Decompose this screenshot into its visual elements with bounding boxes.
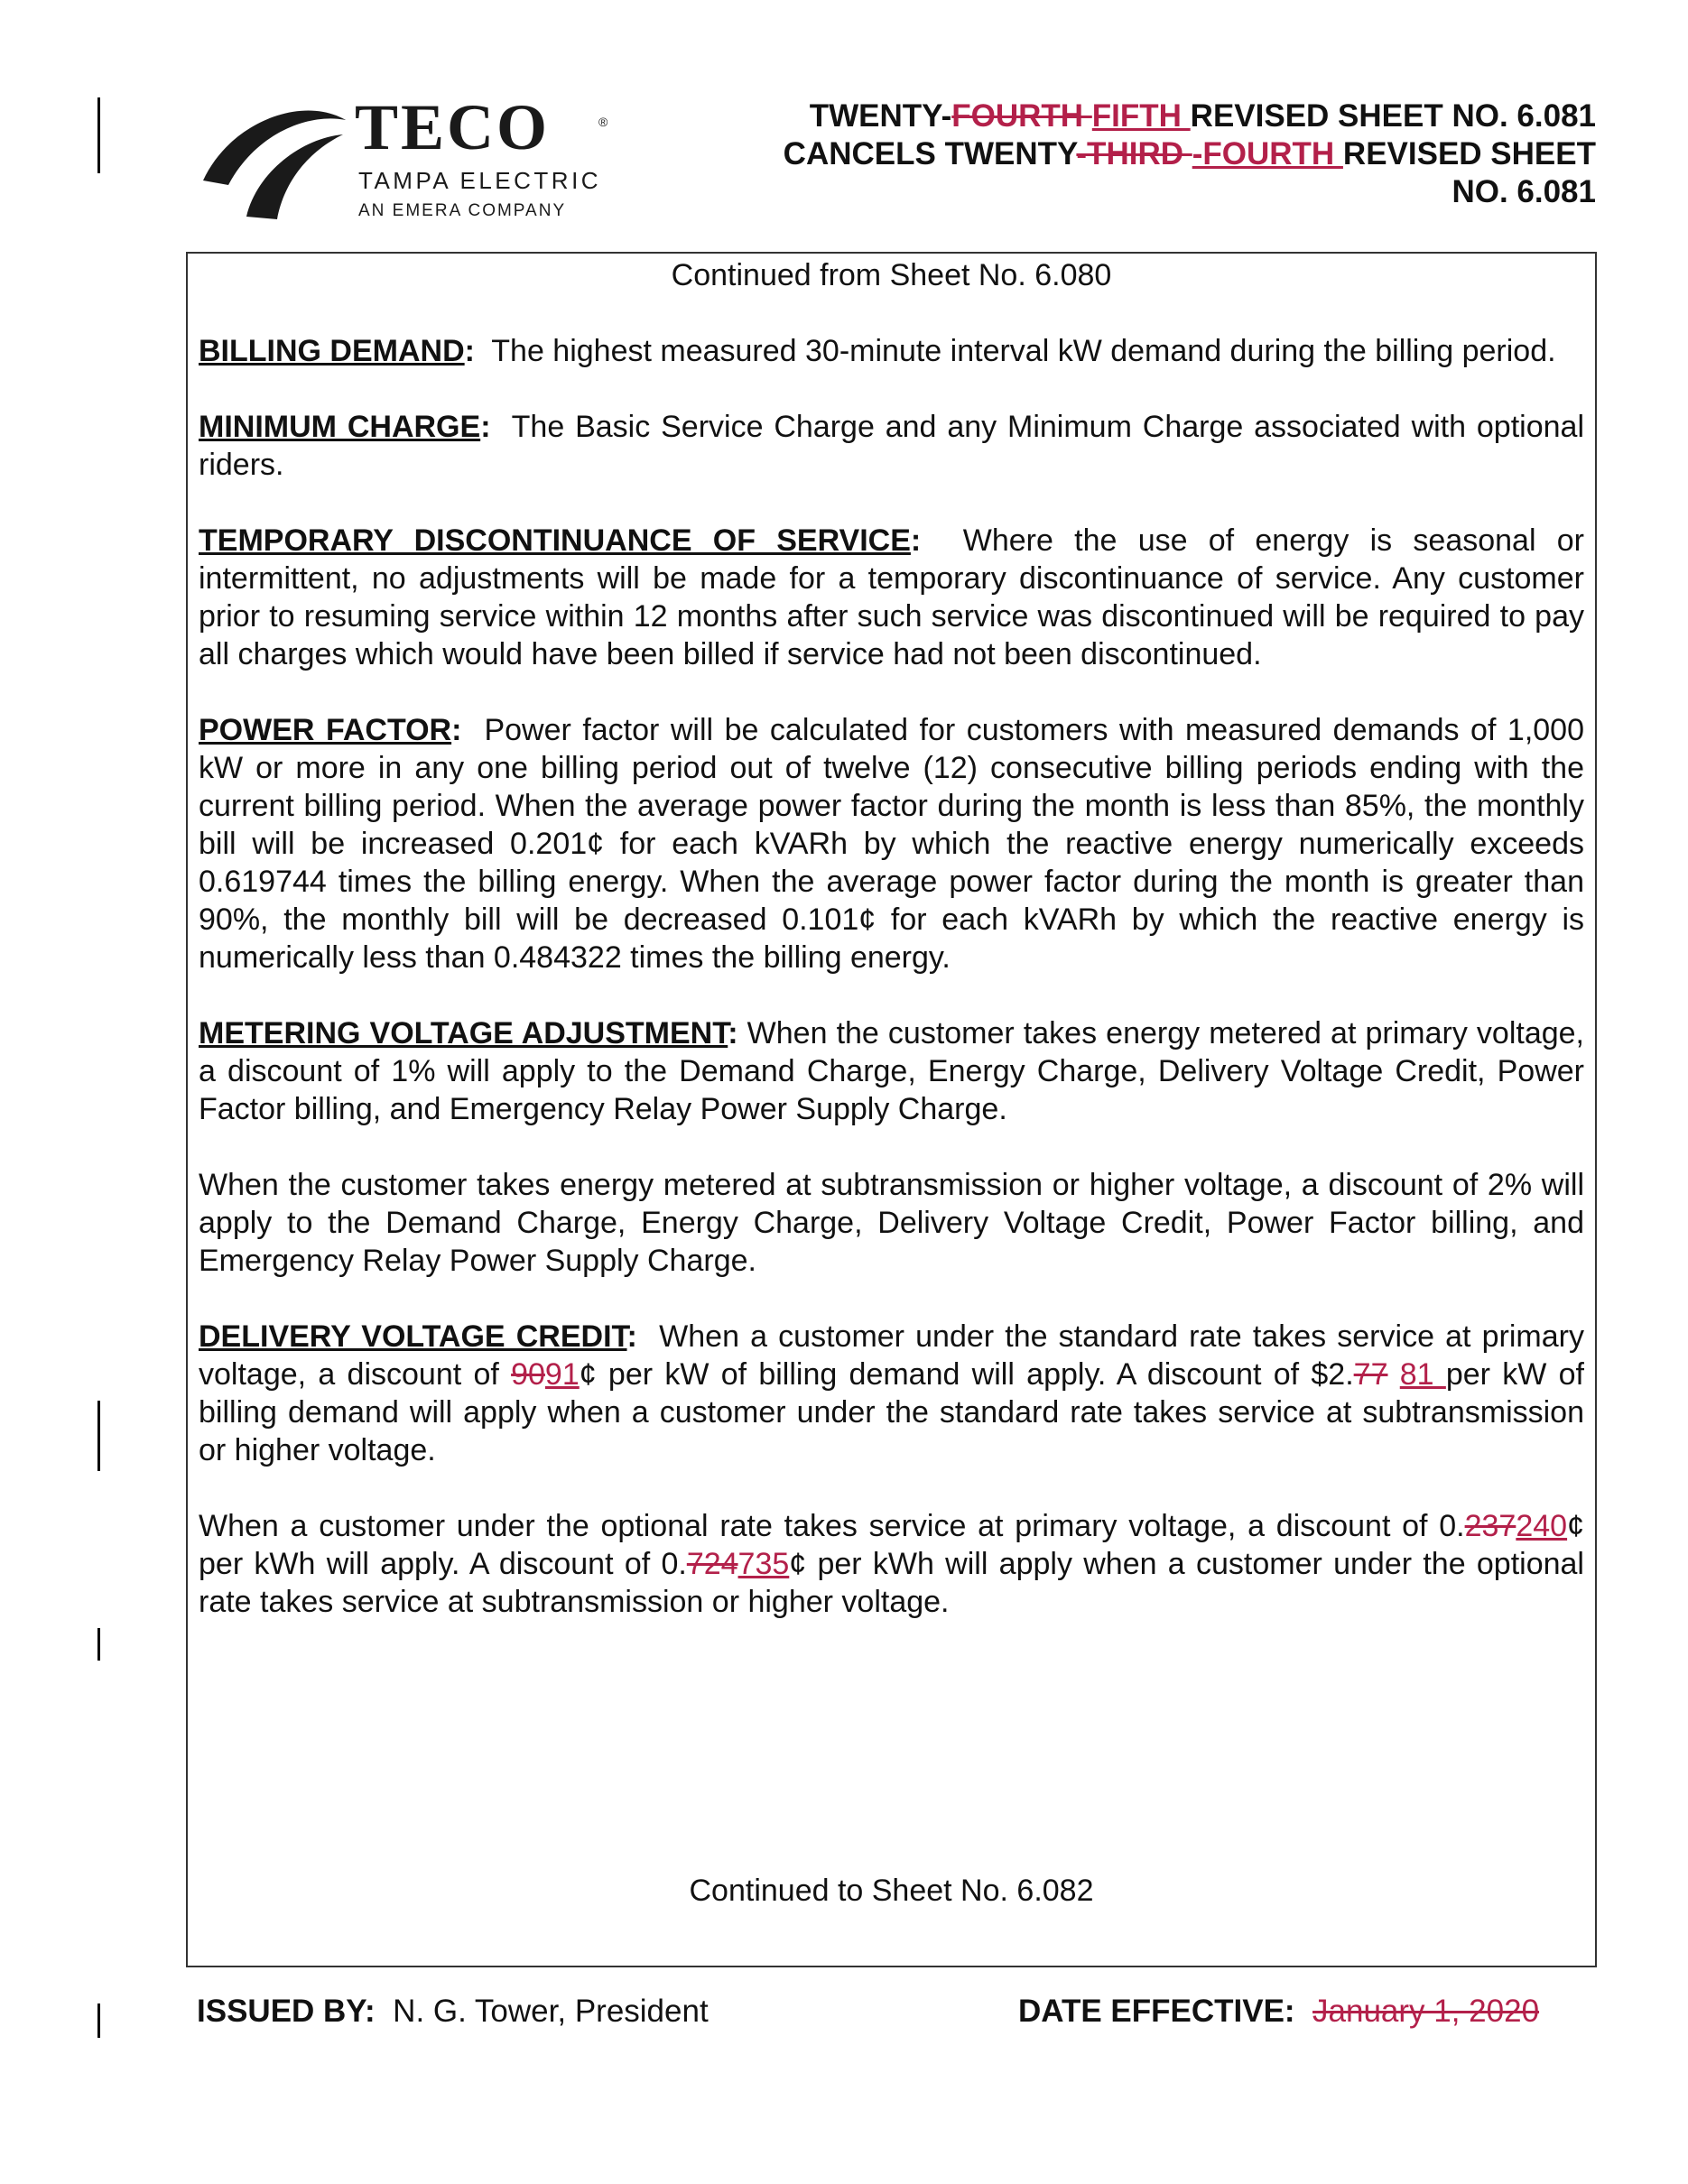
delivery-voltage-section bbox=[199, 1318, 1584, 1469]
date-effective bbox=[1018, 1993, 1539, 2031]
temporary-discontinuance-heading: TEMPORARY DISCONTINUANCE OF SERVICE bbox=[199, 523, 911, 558]
line1-inserted: FIFTH bbox=[1091, 98, 1191, 134]
logo-tagline: AN EMERA COMPANY bbox=[358, 201, 567, 220]
delivery-p2-inserted2: 735 bbox=[737, 1547, 790, 1581]
delivery-p2-inserted1: 240 bbox=[1516, 1509, 1568, 1543]
issued-by bbox=[197, 1993, 709, 2031]
issued-by-value: N. G. Tower, President bbox=[393, 1994, 709, 2029]
temporary-discontinuance-text: Where the use of energy is seasonal or intermittent, no adjustments will be made for a temporary discontinuance of service. Any customer prior to resuming service within 12 months after such service was discontinued will be required to pay all charges which would have been billed if service had not been discontinued. bbox=[199, 523, 1585, 671]
sheet-header-line3: NO. 6.081 bbox=[1451, 174, 1596, 209]
billing-demand-text: The highest measured 30-minute interval kW demand during the billing period. bbox=[491, 334, 1556, 368]
date-effective-value: January 1, 2020 bbox=[1312, 1994, 1540, 2029]
tariff-content bbox=[199, 254, 1584, 1621]
metering-voltage-subtransmission: When the customer takes energy metered at subtransmission or higher voltage, a discount of 2% will apply to the Demand Charge, Energy Charge, Delivery Voltage Credit, Power Factor billing, and Emergency Relay Power Supply Charge. bbox=[199, 1168, 1584, 1278]
delivery-p2-deleted2: 724 bbox=[686, 1547, 738, 1581]
delivery-p2-a: When a customer under the optional rate takes service at primary voltage, a discount of 0. bbox=[199, 1509, 1465, 1543]
delivery-voltage-heading: DELIVERY VOLTAGE CREDIT bbox=[199, 1319, 627, 1354]
delivery-voltage-optional bbox=[199, 1507, 1584, 1621]
metering-voltage-colon: : bbox=[728, 1016, 738, 1050]
minimum-charge-text: The Basic Service Charge and any Minimum Charge associated with optional riders. bbox=[199, 410, 1584, 482]
power-factor-text: Power factor will be calculated for customers with measured demands of 1,000 kW or more in any one billing period out of twelve (12) consecutive billing periods ending with the current billing period. When the average power factor during the month is less than 85%, the monthly bill will be increased 0.201¢ for each kVARh by which the reactive energy numerically exceeds 0.619744 times the billing energy. When the average power factor during the month is greater than 90%, the monthly bill will be decreased 0.101¢ for each kVARh by which the reactive energy is numerically less than 0.484322 times the billing energy. bbox=[199, 713, 1584, 975]
line2-deleted: -THIRD bbox=[1076, 136, 1192, 171]
metering-voltage-text: When the customer takes energy metered at primary voltage, a discount of 1% will apply to the Demand Charge, Energy Charge, Delivery Voltage Credit, Power Factor billing, and Emergency Relay Power Supply Charge. bbox=[199, 1016, 1584, 1126]
power-factor-colon: : bbox=[451, 713, 462, 747]
line2-inserted: -FOURTH bbox=[1192, 136, 1343, 171]
minimum-charge-section bbox=[199, 408, 1584, 484]
change-bar-footer bbox=[97, 2004, 100, 2038]
continued-to: Continued to Sheet No. 6.082 bbox=[689, 1874, 1094, 1908]
minimum-charge-colon: : bbox=[480, 410, 491, 444]
sheet-header-line2 bbox=[729, 135, 1596, 173]
line1-suffix: REVISED SHEET NO. 6.081 bbox=[1190, 98, 1596, 134]
logo-subtitle: TAMPA ELECTRIC bbox=[358, 167, 602, 194]
change-bar-header bbox=[97, 97, 100, 173]
delivery-p1-deleted1: 90 bbox=[511, 1357, 545, 1392]
swoosh-logo-icon bbox=[194, 95, 357, 221]
logo-registered-mark: ® bbox=[598, 115, 608, 129]
delivery-p1-inserted2: 81 bbox=[1399, 1357, 1446, 1392]
line1-deleted: FOURTH bbox=[951, 98, 1092, 134]
minimum-charge-heading: MINIMUM CHARGE bbox=[199, 410, 481, 444]
teco-logo bbox=[194, 91, 663, 221]
billing-demand-section bbox=[199, 332, 1584, 370]
billing-demand-heading: BILLING DEMAND bbox=[199, 334, 465, 368]
line2-suffix: REVISED SHEET bbox=[1342, 136, 1596, 171]
continued-from: Continued from Sheet No. 6.080 bbox=[671, 258, 1112, 292]
temporary-discontinuance-colon: : bbox=[910, 523, 922, 558]
billing-demand-colon: : bbox=[464, 334, 475, 368]
delivery-p2-c: ¢ per kWh will apply when a customer under the optional rate takes service at subtransmission or higher voltage. bbox=[199, 1547, 1584, 1619]
metering-voltage-section bbox=[199, 1014, 1584, 1128]
date-effective-label: DATE EFFECTIVE: bbox=[1018, 1994, 1295, 2029]
power-factor-heading: POWER FACTOR bbox=[199, 713, 452, 747]
delivery-voltage-colon: : bbox=[626, 1319, 637, 1354]
metering-voltage-heading: METERING VOLTAGE ADJUSTMENT bbox=[199, 1016, 728, 1050]
line1-prefix: TWENTY- bbox=[809, 98, 952, 134]
temporary-discontinuance-section bbox=[199, 522, 1584, 673]
issued-by-label: ISSUED BY: bbox=[197, 1994, 376, 2029]
sheet-header-line1 bbox=[729, 97, 1596, 135]
delivery-p2-b: ¢ per kWh will apply. A discount of 0. bbox=[199, 1509, 1584, 1581]
delivery-p1-b: ¢ per kW of billing demand will apply. A discount of $2. bbox=[579, 1357, 1354, 1392]
delivery-p1-a: When a customer under the standard rate takes service at primary voltage, a discount of bbox=[199, 1319, 1584, 1392]
delivery-p1-inserted1: 91 bbox=[544, 1357, 580, 1392]
change-bar-delivery-credit bbox=[97, 1401, 100, 1471]
delivery-p1-deleted2: 77 bbox=[1353, 1357, 1388, 1392]
tariff-content-box bbox=[186, 252, 1597, 1967]
delivery-p2-deleted1: 237 bbox=[1464, 1509, 1516, 1543]
line2-prefix: CANCELS TWENTY bbox=[783, 136, 1077, 171]
power-factor-section bbox=[199, 711, 1584, 976]
delivery-p1-c: per kW of billing demand will apply when a customer under the standard rate takes service at subtransmission or higher voltage. bbox=[199, 1357, 1584, 1467]
change-bar-optional-rate bbox=[97, 1628, 100, 1661]
sheet-number-header bbox=[729, 97, 1596, 211]
logo-brand: TECO bbox=[355, 91, 551, 163]
